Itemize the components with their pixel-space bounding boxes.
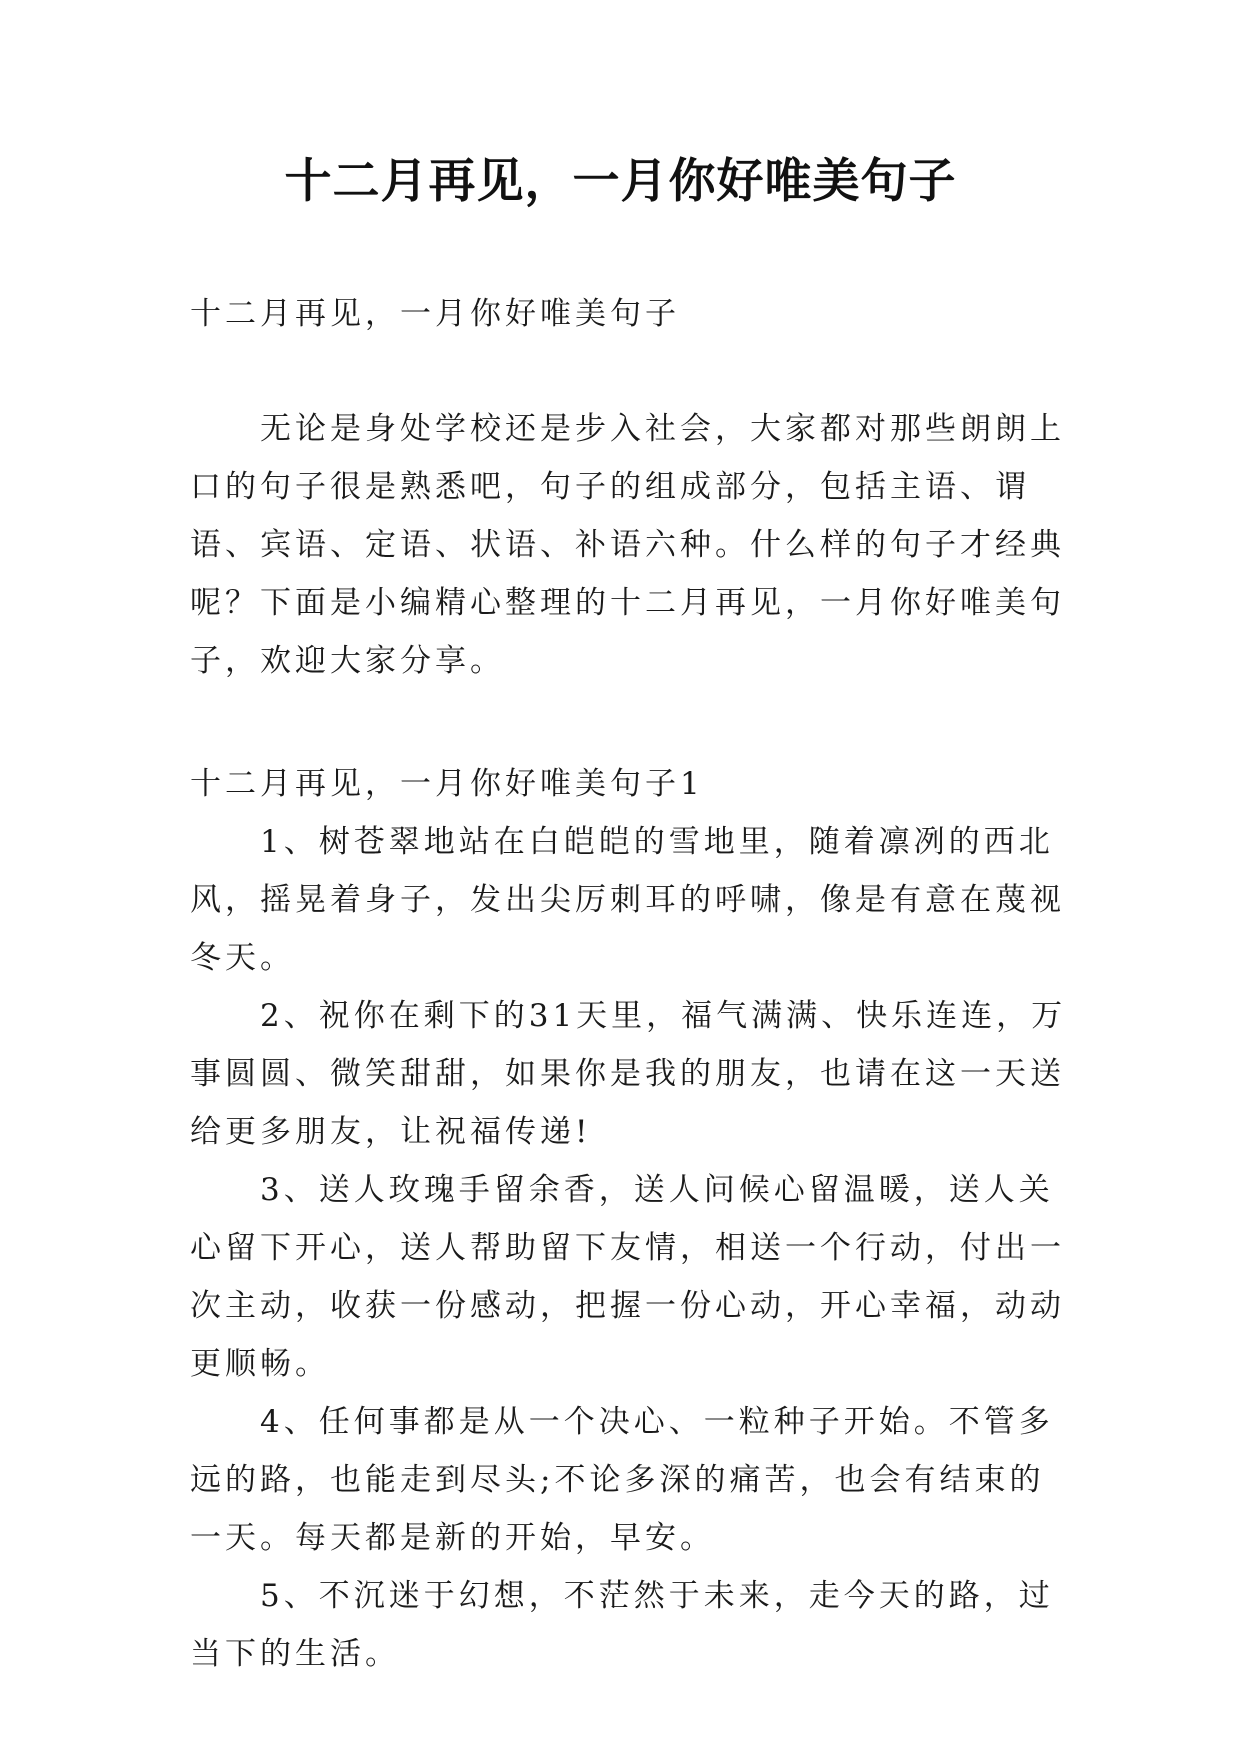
document-subtitle: 十二月再见，一月你好唯美句子 (190, 296, 680, 332)
sentence-item-5: 5、不沉迷于幻想，不茫然于未来，走今天的路，过当下的生活。 (190, 1578, 1054, 1672)
intro-paragraph: 无论是身处学校还是步入社会，大家都对那些朗朗上口的句子很是熟悉吧，句子的组成部分，包括主语、谓语、宾语、定语、状语、补语六种。什么样的句子才经典呢？下面是小编精心整理的十二月再见，一月你好唯美句子，欢迎大家分享。 (190, 411, 1065, 679)
sentence-item-1: 1、树苍翠地站在白皑皑的雪地里，随着凛冽的西北风，摇晃着身子，发出尖厉刺耳的呼啸，像是有意在蔑视冬天。 (190, 824, 1065, 976)
sentence-list (190, 813, 1070, 1683)
document-title: 十二月再见，一月你好唯美句子 (284, 154, 957, 209)
sentence-item-3: 3、送人玫瑰手留余香，送人问候心留温暖，送人关心留下开心，送人帮助留下友情，相送一个行动，付出一次主动，收获一份感动，把握一份心动，开心幸福，动动更顺畅。 (190, 1172, 1065, 1382)
section-heading: 十二月再见，一月你好唯美句子1 (190, 766, 704, 802)
sentence-item-4: 4、任何事都是从一个决心、一粒种子开始。不管多远的路，也能走到尽头;不论多深的痛苦，也会有结束的一天。每天都是新的开始，早安。 (190, 1404, 1054, 1556)
sentence-item-2: 2、祝你在剩下的31天里，福气满满、快乐连连，万事圆圆、微笑甜甜，如果你是我的朋友，也请在这一天送给更多朋友，让祝福传递! (190, 998, 1067, 1150)
